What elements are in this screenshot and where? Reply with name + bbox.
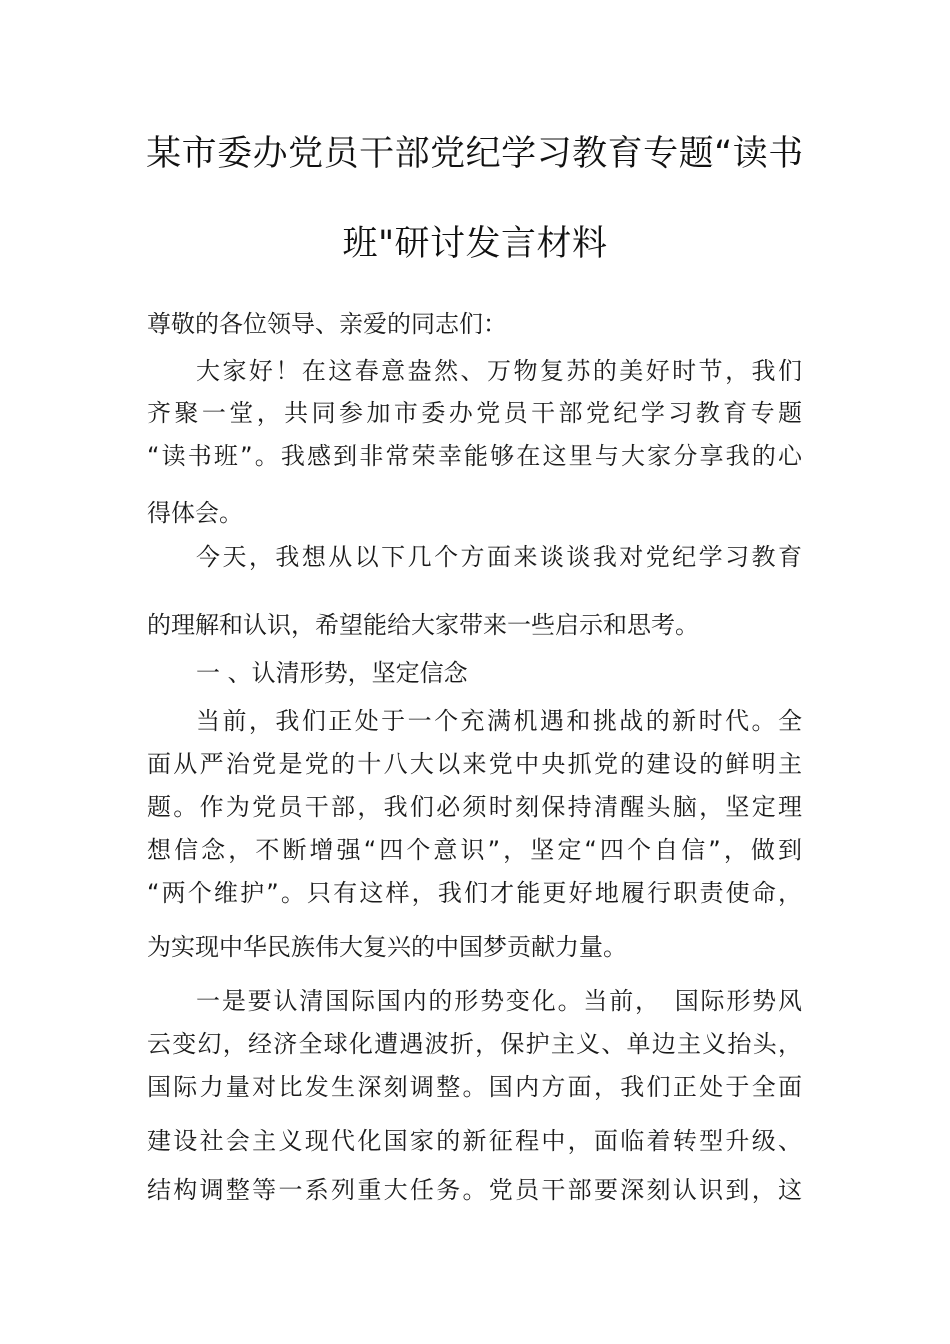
paragraph-line: 云变幻，经济全球化遭遇波折，保护主义、单边主义抬头， — [147, 1030, 802, 1058]
paragraph-line: “读书班”。我感到非常荣幸能够在这里与大家分享我的心 — [147, 442, 802, 470]
paragraph-line: 齐聚一堂，共同参加市委办党员干部党纪学习教育专题 — [147, 399, 802, 427]
paragraph-line: 结构调整等一系列重大任务。党员干部要深刻认识到，这 — [147, 1176, 802, 1204]
paragraph-line: 建设社会主义现代化国家的新征程中，面临着转型升级、 — [147, 1127, 802, 1155]
paragraph-line: 得体会。 — [147, 499, 243, 527]
paragraph-line: 一是要认清国际国内的形势变化。当前， 国际形势风 — [196, 987, 802, 1015]
paragraph-line: 想信念，不断增强“四个意识”，坚定“四个自信”，做到 — [147, 836, 802, 864]
salutation: 尊敬的各位领导、亲爱的同志们： — [147, 310, 507, 338]
paragraph-line: 面从严治党是党的十八大以来党中央抓党的建设的鲜明主 — [147, 750, 802, 778]
paragraph-line: 当前，我们正处于一个充满机遇和挑战的新时代。全 — [196, 707, 802, 735]
document-title-line-1: 某市委办党员干部党纪学习教育专题“读书 — [146, 134, 804, 174]
paragraph-line: “两个维护”。只有这样，我们才能更好地履行职责使命， — [147, 879, 802, 907]
paragraph-line: 今天，我想从以下几个方面来谈谈我对党纪学习教育 — [196, 543, 802, 571]
document-title-line-2: 班"研讨发言材料 — [342, 224, 608, 264]
paragraph-line: 的理解和认识，希望能给大家带来一些启示和思考。 — [147, 611, 699, 639]
paragraph-line: 题。作为党员干部，我们必须时刻保持清醒头脑，坚定理 — [147, 793, 802, 821]
paragraph-line: 国际力量对比发生深刻调整。国内方面，我们正处于全面 — [147, 1073, 802, 1101]
section-heading: 一 、认清形势，坚定信念 — [196, 659, 468, 687]
paragraph-line: 为实现中华民族伟大复兴的中国梦贡献力量。 — [147, 933, 627, 961]
paragraph-line: 大家好！在这春意盎然、万物复苏的美好时节，我们 — [196, 357, 802, 385]
